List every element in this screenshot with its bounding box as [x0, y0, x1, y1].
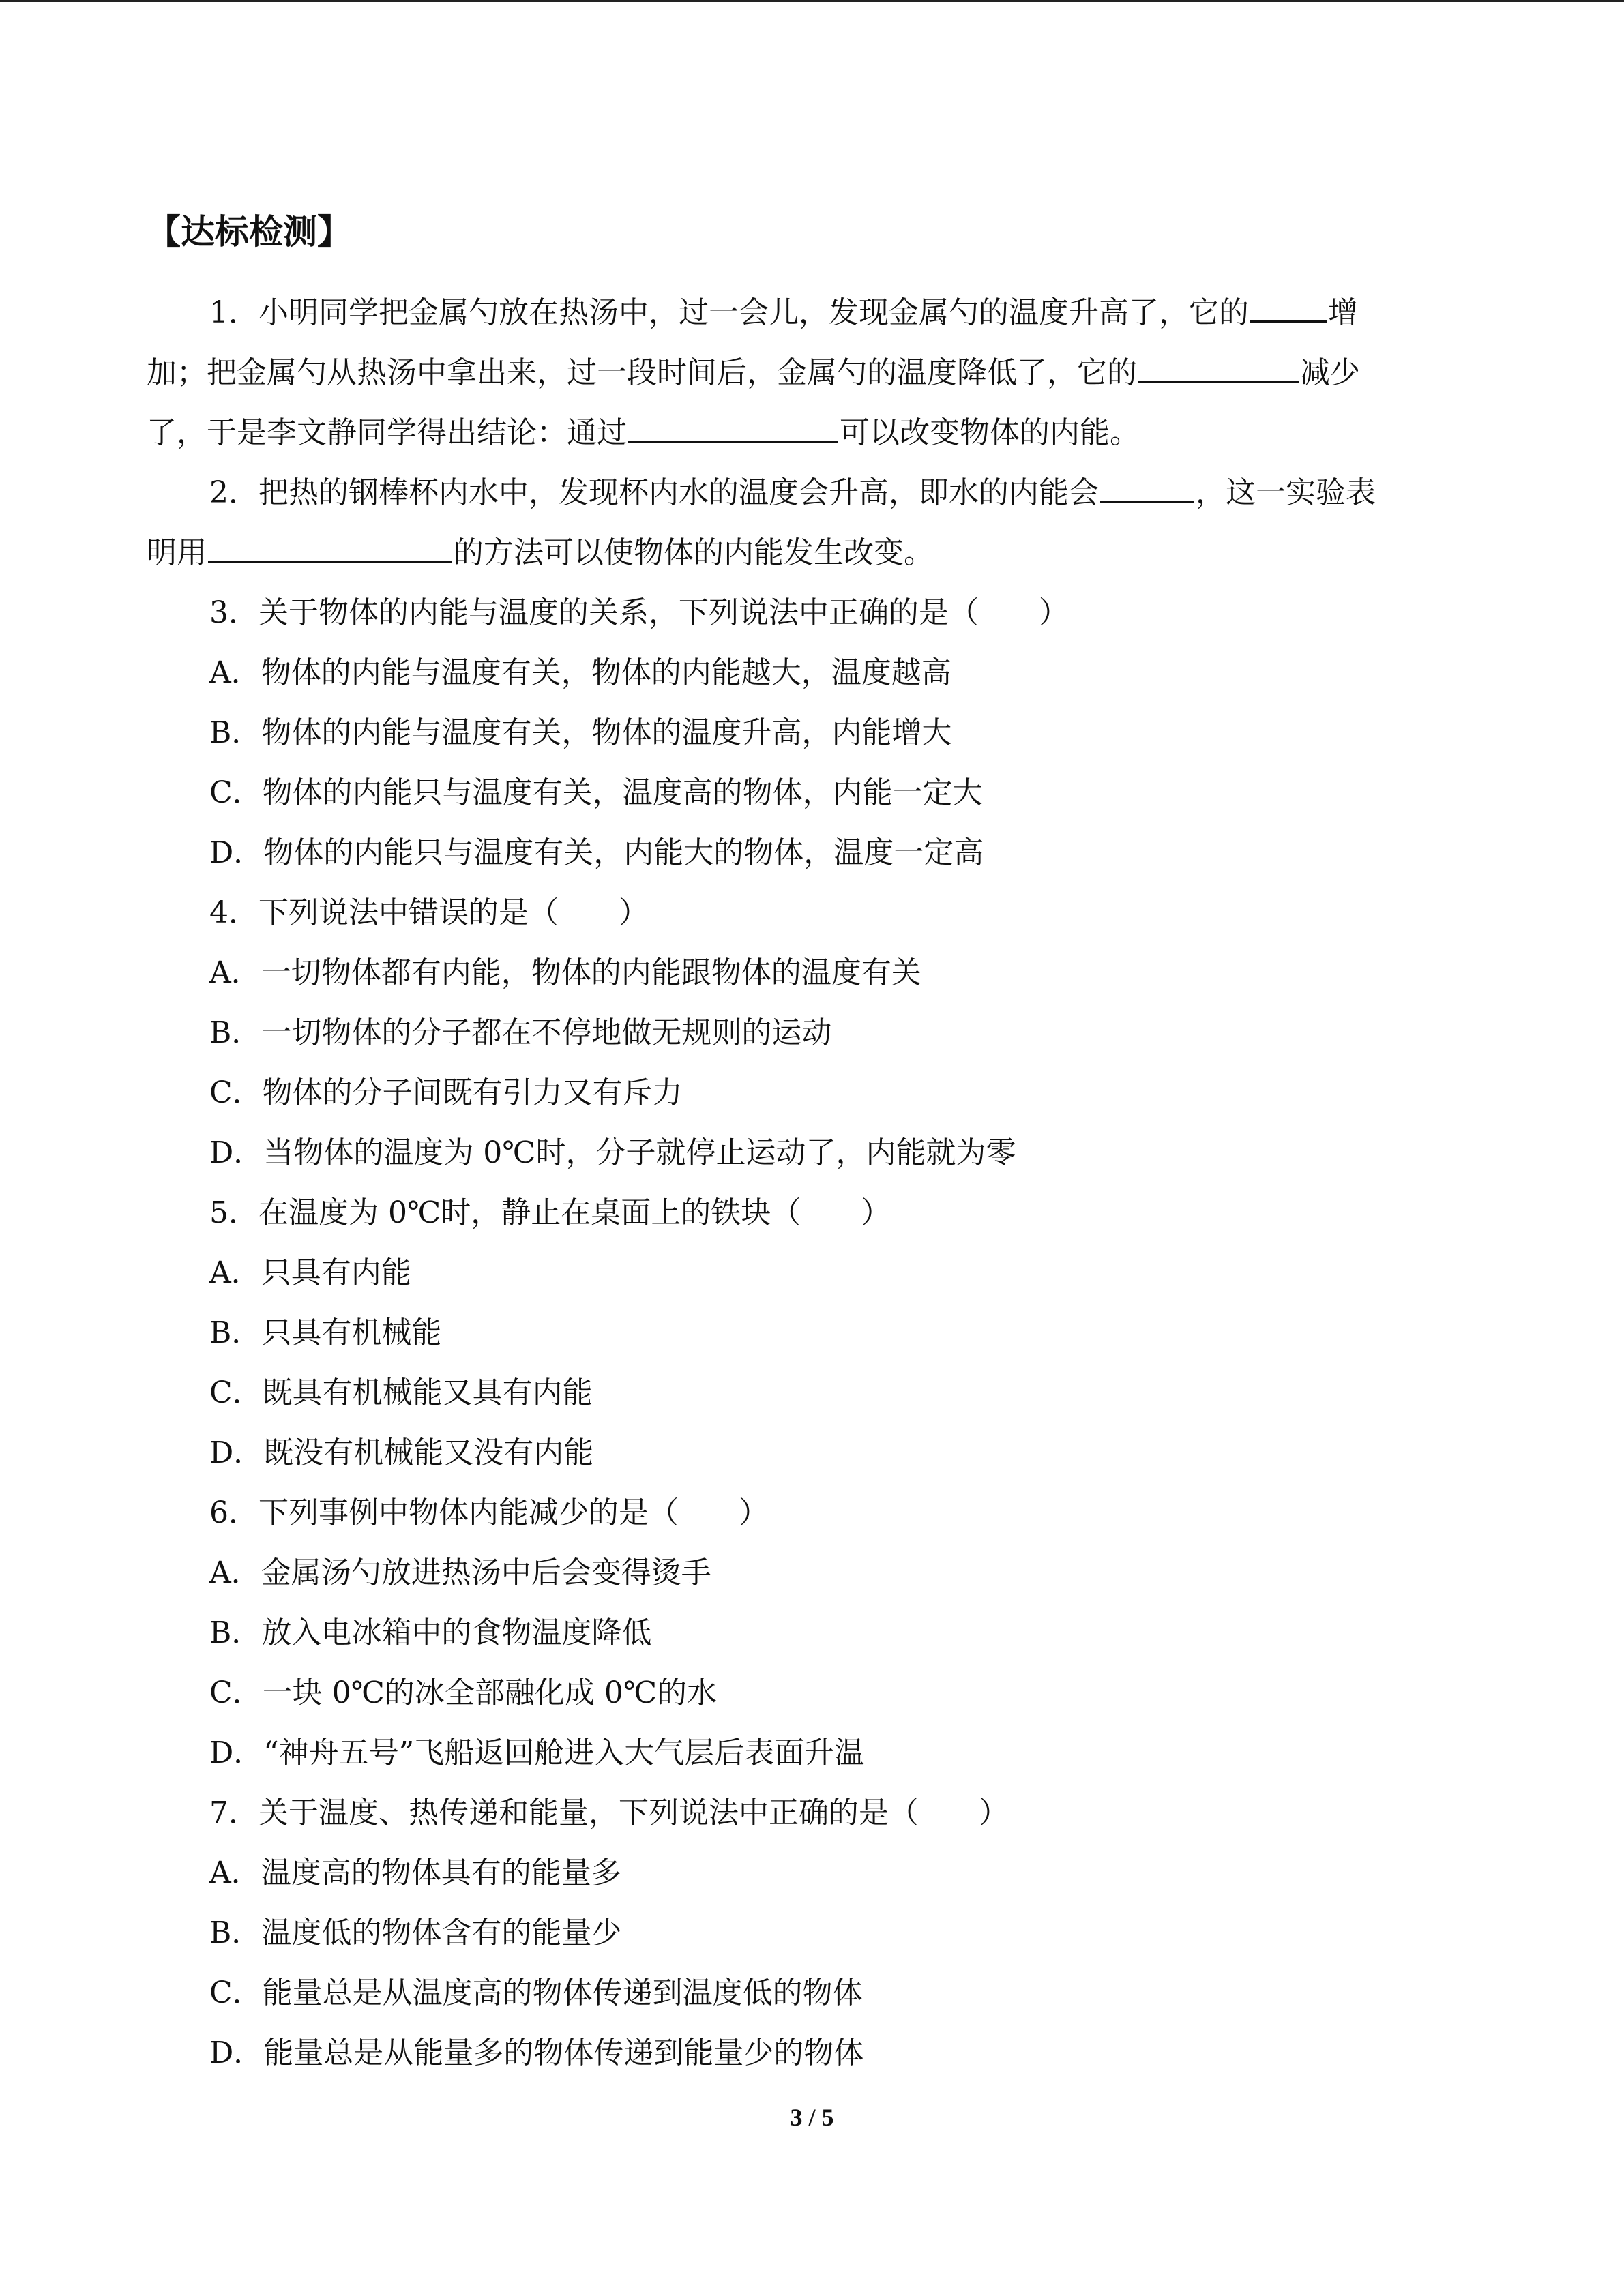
q6-option-b: B．放入电冰箱中的食物温度降低	[209, 1615, 652, 1650]
q4-option-c: C．物体的分子间既有引力又有斥力	[209, 1075, 683, 1110]
q1-line-2	[147, 343, 1483, 403]
q1-text-2b: 减少	[1300, 355, 1360, 390]
q4-option-a: A．一切物体都有内能，物体的内能跟物体的温度有关	[209, 955, 921, 990]
q6-stem: 6．下列事例中物体内能减少的是（ ）	[209, 1495, 769, 1530]
q2-line-2	[147, 523, 1483, 583]
q2-text-2a: 明用	[147, 535, 207, 570]
q5-option-b: B．只具有机械能	[209, 1315, 442, 1350]
q3-option-d: D．物体的内能只与温度有关，内能大的物体，温度一定高	[209, 835, 984, 870]
q1-blank-2	[1138, 351, 1299, 383]
q1-blank-3	[628, 411, 838, 443]
q2-text-2b: 的方法可以使物体的内能发生改变。	[454, 535, 934, 570]
q7-option-c: C．能量总是从温度高的物体传递到温度低的物体	[209, 1976, 863, 2010]
q4-stem: 4．下列说法中错误的是（ ）	[209, 895, 649, 930]
q2-blank-2	[208, 531, 452, 563]
q2-text-1b: ，这一实验表	[1196, 475, 1376, 510]
q2-text-1a: 2．把热的钢棒杯内水中，发现杯内水的温度会升高，即水的内能会	[209, 475, 1099, 510]
q5-stem: 5．在温度为 0℃时，静止在桌面上的铁块（ ）	[209, 1195, 891, 1230]
q2-blank-1	[1100, 471, 1194, 503]
q1-text-1b: 增	[1328, 295, 1358, 330]
exercise-content	[147, 208, 1483, 2083]
q5-option-a: A．只具有内能	[209, 1255, 411, 1290]
q2-line-1	[147, 463, 1483, 523]
q1-line-3	[147, 403, 1483, 463]
q6-option-d: D．“神舟五号”飞船返回舱进入大气层后表面升温	[209, 1735, 865, 1770]
q7-stem: 7．关于温度、热传递和能量，下列说法中正确的是（ ）	[209, 1795, 1009, 1830]
q1-line-1	[147, 283, 1483, 343]
q7-option-b: B．温度低的物体含有的能量少	[209, 1915, 622, 1950]
q1-text-3a: 了，于是李文静同学得出结论：通过	[147, 415, 627, 450]
q3-stem: 3．关于物体的内能与温度的关系，下列说法中正确的是（ ）	[209, 595, 1069, 630]
section-title: 【达标检测】	[147, 212, 351, 252]
top-border-line	[0, 0, 1624, 2]
q6-option-c: C．一块 0℃的冰全部融化成 0℃的水	[209, 1675, 718, 1710]
q7-option-a: A．温度高的物体具有的能量多	[209, 1855, 621, 1890]
q3-option-c: C．物体的内能只与温度有关，温度高的物体，内能一定大	[209, 775, 983, 810]
page-number: 3 / 5	[790, 2104, 834, 2131]
q3-option-a: A．物体的内能与温度有关，物体的内能越大，温度越高	[209, 655, 951, 690]
q5-option-d: D．既没有机械能又没有内能	[209, 1435, 594, 1470]
q1-text-2a: 加；把金属勺从热汤中拿出来，过一段时间后，金属勺的温度降低了，它的	[147, 355, 1137, 390]
q4-option-d: D．当物体的温度为 0℃时，分子就停止运动了，内能就为零	[209, 1135, 1016, 1170]
q1-blank-1	[1250, 290, 1327, 323]
q1-text-3b: 可以改变物体的内能。	[840, 415, 1140, 450]
q7-option-d: D．能量总是从能量多的物体传递到能量少的物体	[209, 2036, 864, 2070]
q3-option-b: B．物体的内能与温度有关，物体的温度升高，内能增大	[209, 715, 952, 750]
q1-text-1a: 1．小明同学把金属勺放在热汤中，过一会儿，发现金属勺的温度升高了，它的	[209, 295, 1249, 330]
q5-option-c: C．既具有机械能又具有内能	[209, 1375, 593, 1410]
q6-option-a: A．金属汤勺放进热汤中后会变得烫手	[209, 1555, 711, 1590]
q4-option-b: B．一切物体的分子都在不停地做无规则的运动	[209, 1015, 832, 1050]
